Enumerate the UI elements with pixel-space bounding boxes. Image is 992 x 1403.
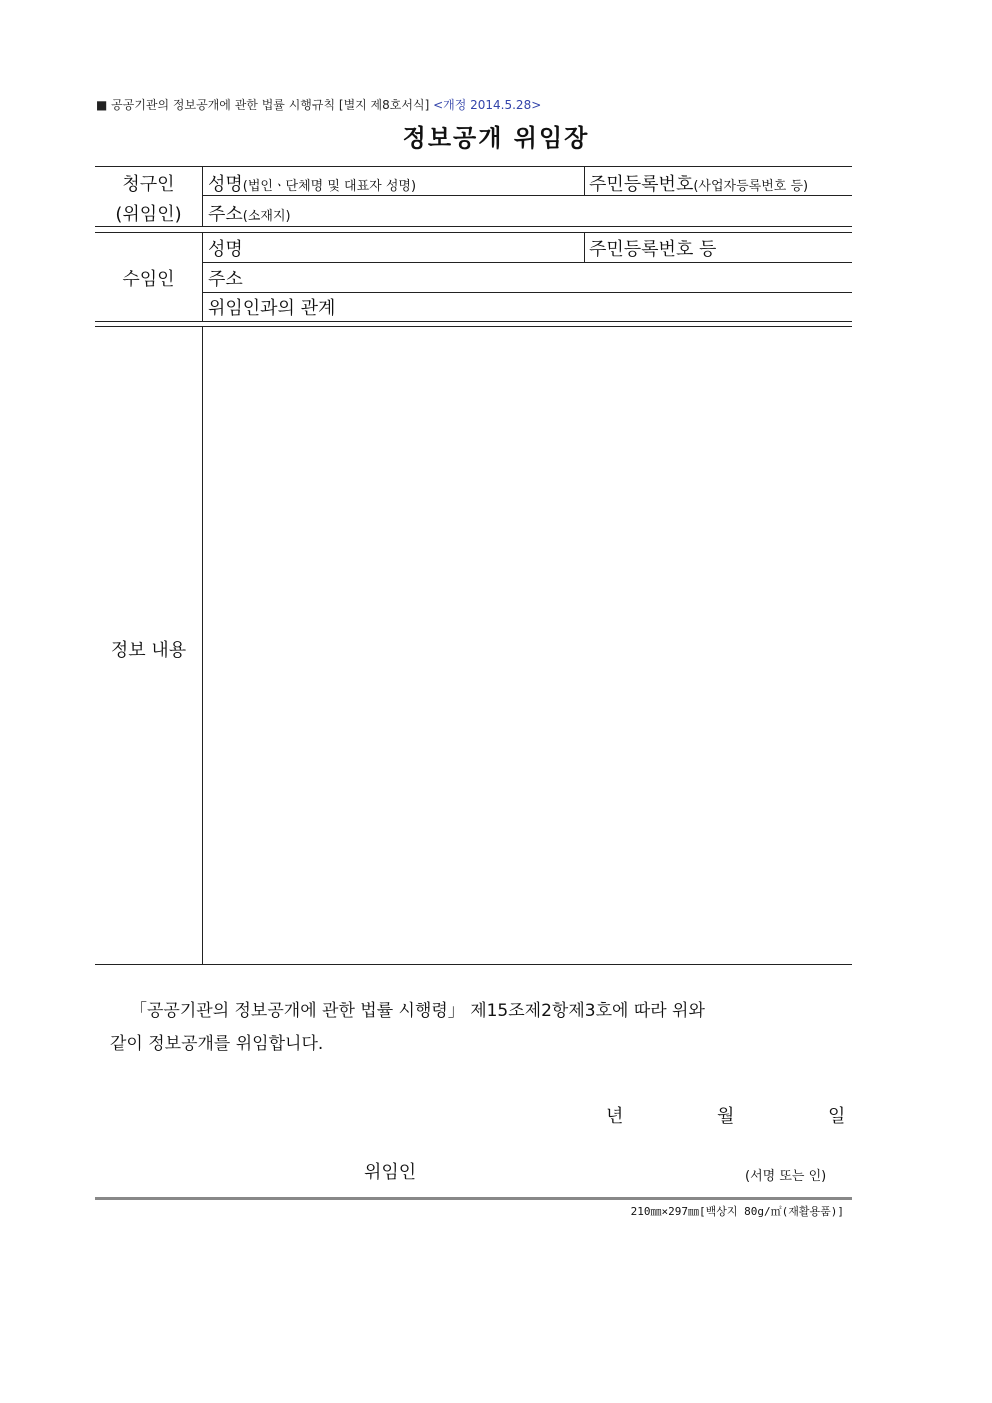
column-divider	[202, 232, 203, 321]
delegate-name-field[interactable]	[208, 235, 243, 261]
requester-name-hint: (법인ㆍ단체명 및 대표자 성명)	[242, 179, 417, 194]
paper-spec: 210㎜×297㎜[백상지 80g/㎡(재활용품)]	[630, 1205, 844, 1218]
revision-date: <개정 2014.5.28>	[433, 98, 542, 112]
date-day-label: 일	[828, 1106, 846, 1127]
table-top-rule	[95, 166, 852, 167]
requester-sublabel: (위임인)	[115, 204, 182, 225]
delegate-label: 수임인	[122, 269, 175, 290]
footer-rule	[95, 1197, 852, 1200]
row-divider	[202, 292, 852, 293]
block-top-rule	[95, 232, 852, 233]
requester-address-field[interactable]	[208, 200, 291, 226]
statement-line-2: 같이 정보공개를 위임합니다.	[110, 1034, 324, 1054]
page-title: 정보공개 위임장	[402, 124, 590, 152]
delegate-id-field[interactable]	[589, 235, 716, 261]
requester-id-hint: (사업자등록번호 등)	[693, 179, 809, 194]
column-divider	[584, 232, 585, 262]
date-month-label: 월	[717, 1106, 735, 1127]
signature-label: 위임인	[364, 1162, 417, 1183]
requester-label: 청구인	[122, 174, 175, 195]
date-year-label: 년	[606, 1106, 624, 1127]
block-bottom-rule	[95, 321, 852, 322]
requester-address-label: 주소	[208, 204, 243, 225]
signature-note[interactable]: (서명 또는 인)	[745, 1169, 827, 1184]
requester-id-label: 주민등록번호	[589, 174, 694, 195]
delegate-relation-field[interactable]	[208, 294, 335, 320]
info-content-field[interactable]	[203, 327, 852, 964]
column-divider	[202, 166, 203, 226]
info-content-label: 정보 내용	[110, 640, 187, 661]
statement-line-1: 「공공기관의 정보공개에 관한 법률 시행령」 제15조제2항제3호에 따라 위와	[130, 1001, 705, 1021]
delegate-address-field[interactable]	[208, 265, 243, 291]
delegate-relation-label: 위임인과의 관계	[208, 298, 336, 319]
column-divider	[584, 166, 585, 195]
requester-name-label: 성명	[208, 174, 243, 195]
requester-id-field[interactable]	[589, 170, 808, 196]
requester-name-field[interactable]	[208, 170, 416, 196]
form-legal-reference: ■ 공공기관의 정보공개에 관한 법률 시행규칙 [별지 제8호서식]	[96, 98, 430, 112]
form-header-note	[96, 96, 541, 113]
block-bottom-rule	[95, 964, 852, 965]
row-divider	[202, 262, 852, 263]
delegate-id-label: 주민등록번호 등	[589, 239, 717, 260]
block-bottom-rule	[95, 226, 852, 227]
delegate-name-label: 성명	[208, 239, 243, 260]
requester-address-hint: (소재지)	[242, 209, 291, 224]
delegate-address-label: 주소	[208, 269, 243, 290]
